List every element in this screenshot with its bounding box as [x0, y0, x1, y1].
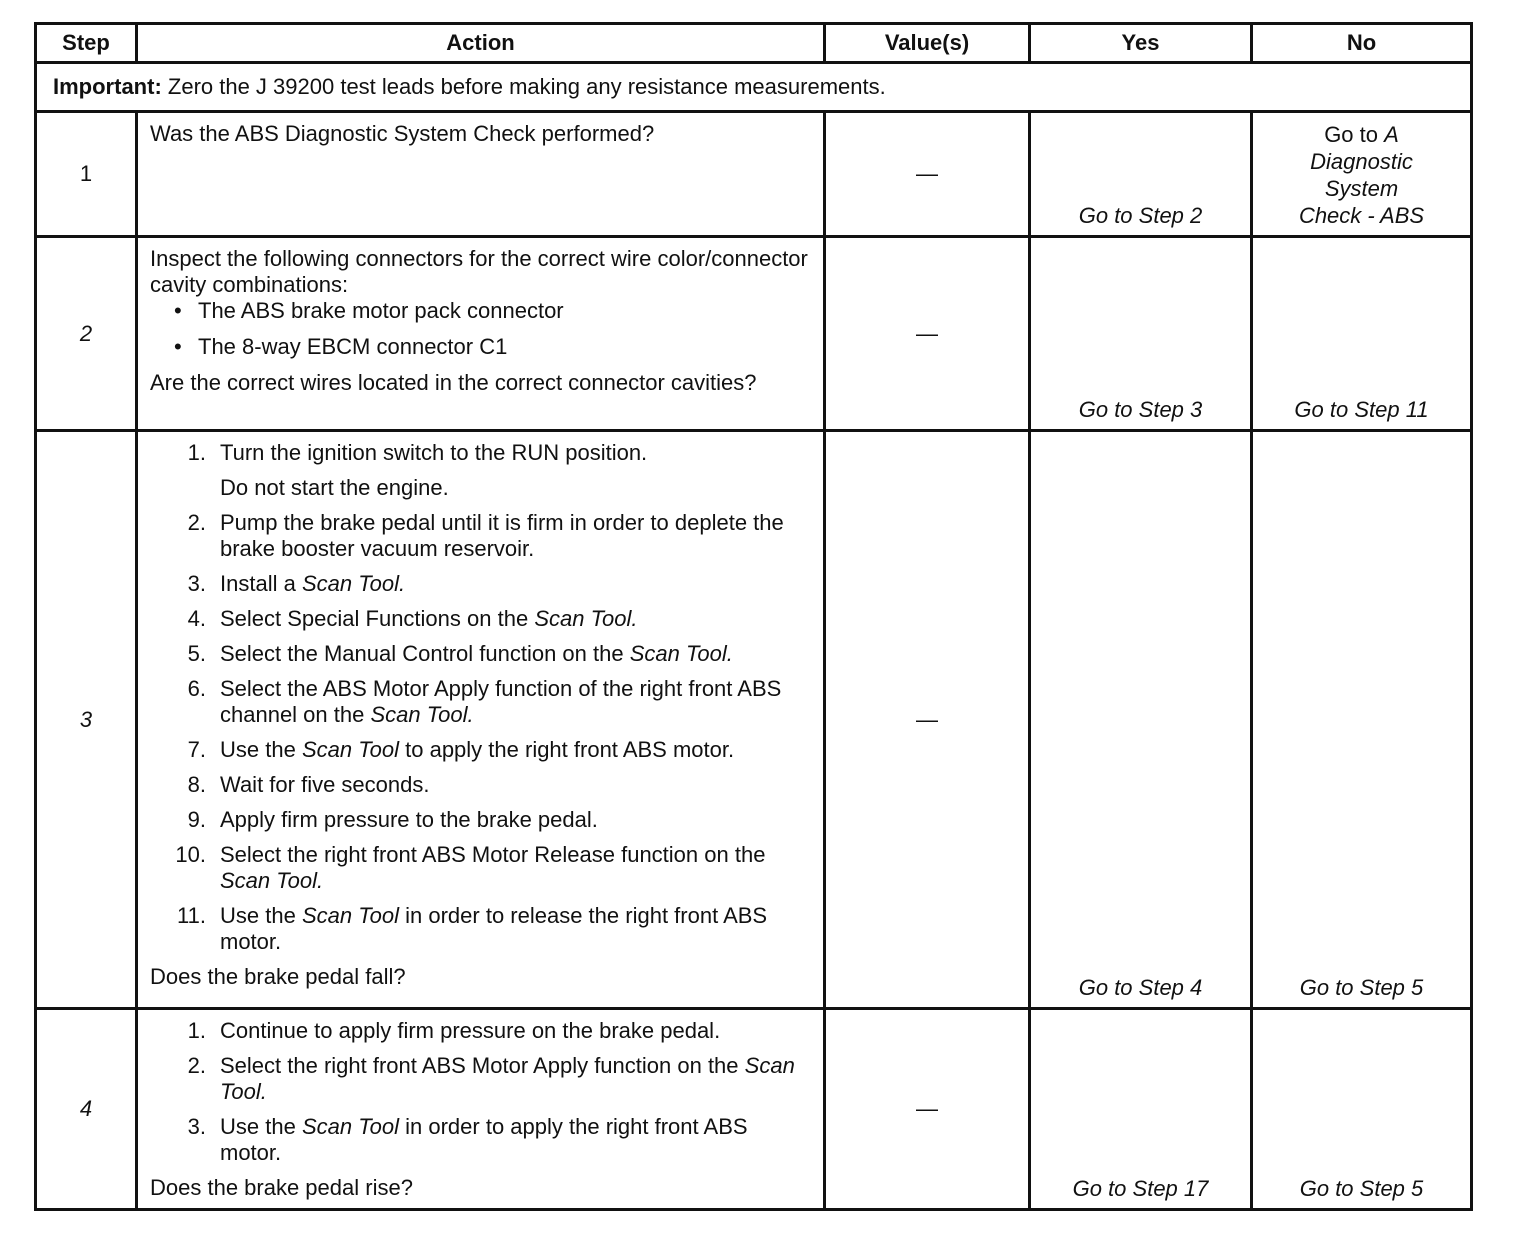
- scan-tool-ref: Scan Tool.: [220, 1053, 795, 1104]
- list-item-text: Pump the brake pedal until it is firm in order to deplete the brake booster vacuum reservoir.: [220, 510, 784, 561]
- action-question: Was the ABS Diagnostic System Check performed?: [150, 121, 655, 146]
- text-part: Use the: [220, 903, 296, 928]
- text-part: to apply the right front ABS motor.: [405, 737, 735, 762]
- no-cell-line: [1253, 175, 1470, 202]
- step-number: 4: [36, 1009, 137, 1210]
- list-number: 9.: [187, 807, 206, 832]
- scan-tool-ref: Scan Tool.: [534, 606, 638, 631]
- list-item-text: The ABS brake motor pack connector: [198, 298, 564, 323]
- action-cell: [137, 237, 825, 431]
- list-item: [150, 571, 811, 597]
- value-cell: —: [825, 431, 1030, 1009]
- list-item: [150, 737, 811, 763]
- list-item: [150, 1114, 811, 1166]
- text-part: Select the right front ABS Motor Release function on the: [220, 842, 766, 867]
- list-item-text: [208, 641, 811, 667]
- list-number: 1.: [187, 440, 206, 465]
- no-link-part: System: [1324, 176, 1399, 201]
- scan-tool-ref: Scan Tool: [301, 1114, 399, 1139]
- no-cell: Go to Step 5: [1252, 1009, 1472, 1210]
- no-cell-line: [1253, 148, 1470, 175]
- important-row: [36, 63, 1472, 112]
- action-question: Does the brake pedal fall?: [150, 964, 406, 989]
- scan-tool-ref: Scan Tool.: [629, 641, 733, 666]
- yes-cell: Go to Step 17: [1030, 1009, 1252, 1210]
- action-question: Are the correct wires located in the correct connector cavities?: [150, 370, 757, 395]
- no-cell: Go to Step 11: [1252, 237, 1472, 431]
- table-row: [36, 112, 1472, 237]
- list-item-text: [208, 737, 811, 763]
- no-cell: Go to Step 5: [1252, 431, 1472, 1009]
- action-cell: [137, 431, 825, 1009]
- text-part: Select Special Functions on the: [220, 606, 529, 631]
- yes-cell: Go to Step 4: [1030, 431, 1252, 1009]
- list-item: [150, 440, 811, 466]
- text-part: in order to apply the right front ABS motor.: [220, 1114, 748, 1165]
- action-cell: [137, 112, 825, 237]
- no-cell-line: [1253, 121, 1470, 148]
- list-item: [150, 676, 811, 728]
- step-number: 1: [36, 112, 137, 237]
- header-values: Value(s): [825, 24, 1030, 63]
- header-step: Step: [36, 24, 137, 63]
- list-item-note: Do not start the engine.: [220, 475, 449, 500]
- value-cell: —: [825, 1009, 1030, 1210]
- list-number: 3.: [187, 571, 206, 596]
- list-item: [150, 641, 811, 667]
- list-item-text: [208, 903, 811, 955]
- list-item-text: [208, 606, 811, 632]
- list-item: [150, 1053, 811, 1105]
- list-number: 2.: [187, 510, 206, 535]
- important-text: Zero the J 39200 test leads before making any resistance measurements.: [167, 74, 886, 99]
- scan-tool-ref: Scan Tool.: [220, 868, 324, 893]
- list-item-text: [208, 1053, 811, 1105]
- table-row: [36, 431, 1472, 1009]
- action-cell: [137, 1009, 825, 1210]
- text-part: Use the: [220, 737, 296, 762]
- list-item: [150, 298, 811, 324]
- list-item: [150, 903, 811, 955]
- list-number: 8.: [187, 772, 206, 797]
- no-prefix: Go to: [1324, 122, 1378, 147]
- list-item: [150, 1018, 811, 1044]
- yes-cell: Go to Step 2: [1030, 112, 1252, 237]
- no-cell: [1252, 112, 1472, 237]
- list-item-text: Turn the ignition switch to the RUN position.: [220, 440, 648, 465]
- diagnostic-table: [34, 22, 1473, 1211]
- list-item-text: [208, 571, 811, 597]
- list-number: 4.: [187, 606, 206, 631]
- list-item: [150, 842, 811, 894]
- list-number: 10.: [175, 842, 206, 867]
- list-number: 5.: [187, 641, 206, 666]
- value-cell: —: [825, 112, 1030, 237]
- step-number: 3: [36, 431, 137, 1009]
- list-item-text: Apply firm pressure to the brake pedal.: [220, 807, 598, 832]
- scan-tool-ref: Scan Tool.: [370, 702, 474, 727]
- scan-tool-ref: Scan Tool: [301, 903, 399, 928]
- list-item: [150, 334, 811, 360]
- list-item: [150, 807, 811, 833]
- list-number: 1.: [187, 1018, 206, 1043]
- list-number: 2.: [187, 1053, 206, 1078]
- list-number: 3.: [187, 1114, 206, 1139]
- bullet-icon: •: [174, 334, 182, 359]
- yes-cell: Go to Step 3: [1030, 237, 1252, 431]
- scan-tool-ref: Scan Tool: [301, 737, 399, 762]
- text-part: Install a: [220, 571, 296, 596]
- no-link-part: A: [1384, 122, 1399, 147]
- header-yes: Yes: [1030, 24, 1252, 63]
- list-item-text: [208, 842, 811, 894]
- text-part: in order to release the right front ABS motor.: [220, 903, 768, 954]
- action-intro: Inspect the following connectors for the correct wire color/connector cavity combinations:: [150, 246, 808, 297]
- header-action: Action: [137, 24, 825, 63]
- list-item-text: The 8-way EBCM connector C1: [198, 334, 508, 359]
- action-question: Does the brake pedal rise?: [150, 1175, 413, 1200]
- header-no: No: [1252, 24, 1472, 63]
- no-link-part: Diagnostic: [1310, 149, 1413, 174]
- important-label: Important:: [53, 74, 162, 99]
- list-number: 6.: [187, 676, 206, 701]
- text-part: Use the: [220, 1114, 296, 1139]
- step-number: 2: [36, 237, 137, 431]
- list-item: [150, 772, 811, 798]
- table-row: [36, 1009, 1472, 1210]
- list-item-text: [208, 1114, 811, 1166]
- bullet-icon: •: [174, 298, 182, 323]
- list-item: [150, 606, 811, 632]
- list-item-text: [208, 676, 811, 728]
- table-row: [36, 237, 1472, 431]
- scan-tool-ref: Scan Tool.: [301, 571, 406, 596]
- text-part: Select the Manual Control function on the: [220, 641, 624, 666]
- important-note: [36, 63, 1472, 112]
- list-number: 7.: [187, 737, 206, 762]
- text-part: Select the right front ABS Motor Apply function on the: [220, 1053, 739, 1078]
- list-number: 11.: [177, 903, 206, 928]
- header-row: [36, 24, 1472, 63]
- list-item: [150, 510, 811, 562]
- no-cell-line: [1253, 202, 1470, 229]
- list-item-text: Continue to apply firm pressure on the brake pedal.: [220, 1018, 721, 1043]
- text-part: Select the ABS Motor Apply function of the right front ABS channel on the: [220, 676, 782, 727]
- no-link-part: Check - ABS: [1298, 203, 1425, 228]
- value-cell: —: [825, 237, 1030, 431]
- list-item-text: Wait for five seconds.: [220, 772, 430, 797]
